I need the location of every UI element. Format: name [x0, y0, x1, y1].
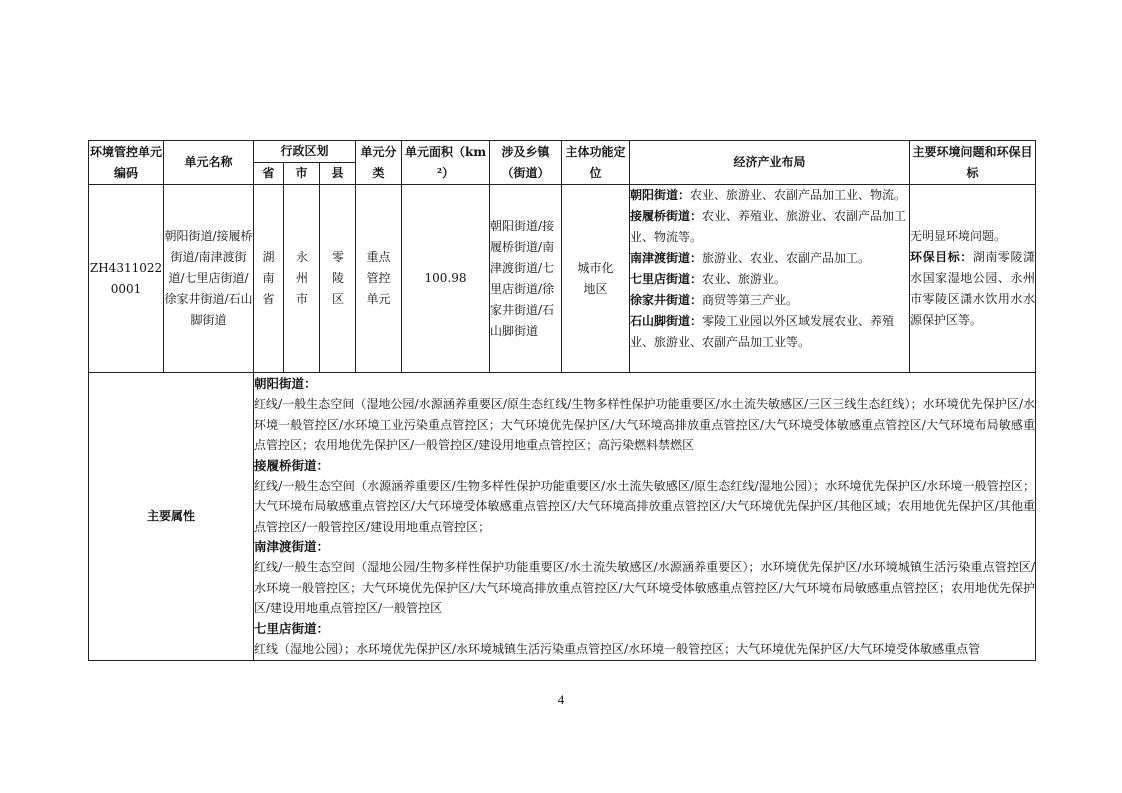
header-function: 主体功能定位 — [562, 141, 630, 185]
economy-item: 石山脚街道：零陵工业园以外区域发展农业、养殖业、旅游业、农副产品加工业等。 — [630, 314, 895, 349]
properties-label: 主要属性 — [89, 373, 254, 661]
goal-text: 环保目标：湖南零陵潇水国家湿地公园、永州市零陵区潇水饮用水水源保护区等。 — [910, 250, 1036, 327]
issues-value — [910, 185, 1036, 373]
county-value: 零陵区 — [320, 185, 356, 373]
economy-item: 七里店街道：农业、旅游业。 — [630, 272, 787, 286]
unit-name: 朝阳街道/接履桥街道/南津渡街道/七里店街道/徐家井街道/石山脚街道 — [164, 185, 254, 373]
header-economy: 经济产业布局 — [630, 141, 910, 185]
header-issues: 主要环境问题和环保目标 — [910, 141, 1036, 185]
properties-content — [254, 373, 1036, 661]
property-block: 朝阳街道： 红线/一般生态空间（湿地公园/水源涵养重要区/原生态红线/生物多样性保护功能重要区/水土流失敏感区/三区三线生态红线）；水环境优先保护区/水环境一般管控区/水环境工业污染重点管控区；大气环境优先保护区/大气环境高排放重点管控区/大气环境受体敏感重点管控区/大气环境布局敏感重点管控区；农用地优先保护区/一般管控区/建设用地重点管控区；高污染燃料禁燃区 — [254, 376, 1036, 452]
property-block: 七里店街道： 红线（湿地公园）；水环境优先保护区/水环境城镇生活污染重点管控区/水环境一般管控区；大气环境优先保护区/大气环境受体敏感重点管 — [254, 620, 981, 656]
header-city: 市 — [284, 163, 320, 185]
area-value: 100.98 — [402, 185, 490, 373]
economy-item: 徐家井街道：商贸等第三产业。 — [630, 293, 799, 307]
city-value: 永州市 — [284, 185, 320, 373]
header-towns: 涉及乡镇（街道） — [490, 141, 562, 185]
header-admin: 行政区划 — [254, 141, 356, 163]
control-unit-table — [88, 140, 1036, 661]
header-name: 单元名称 — [164, 141, 254, 185]
economy-item: 南津渡街道：旅游业、农业、农副产品加工。 — [630, 251, 871, 265]
province-value: 湖南省 — [254, 185, 284, 373]
issues-text: 无明显环境问题。 — [910, 229, 1007, 243]
economy-item: 接履桥街道：农业、养殖业、旅游业、农副产品加工业、物流等。 — [630, 209, 907, 244]
category-value: 重点管控单元 — [356, 185, 402, 373]
header-county: 县 — [320, 163, 356, 185]
header-area: 单元面积（km²） — [402, 141, 490, 185]
towns-value: 朝阳街道/接履桥街道/南津渡街道/七里店街道/徐家井街道/石山脚街道 — [490, 185, 562, 373]
header-category: 单元分类 — [356, 141, 402, 185]
unit-code: ZH43110220001 — [89, 185, 164, 373]
header-code: 环境管控单元编码 — [89, 141, 164, 185]
property-block: 接履桥街道： 红线/一般生态空间（水源涵养重要区/生物多样性保护功能重要区/水土流失敏感区/原生态红线/湿地公园）；水环境优先保护区/水环境一般管控区；大气环境布局敏感重点管控区/大气环境受体敏感重点管控区/大气环境高排放重点管控区/大气环境优先保护区/其他区域；农用地优先保护区/其他重点管控区/一般管控区/建设用地重点管控区； — [254, 457, 1036, 534]
economy-item: 朝阳街道：农业、旅游业、农副产品加工业、物流。 — [630, 188, 907, 202]
economy-layout — [630, 185, 910, 373]
property-block: 南津渡街道： 红线/一般生态空间（湿地公园/生物多样性保护功能重要区/水土流失敏感区/水源涵养重要区）；水环境优先保护区/水环境城镇生活污染重点管控区/水环境一般管控区；大气环境优先保护区/大气环境高排放重点管控区/大气环境受体敏感重点管控区/大气环境布局敏感重点管控区；农用地优先保护区/建设用地重点管控区/一般管控区 — [254, 539, 1036, 615]
header-province: 省 — [254, 163, 284, 185]
function-value: 城市化地区 — [562, 185, 630, 373]
page-number: 4 — [557, 692, 565, 707]
